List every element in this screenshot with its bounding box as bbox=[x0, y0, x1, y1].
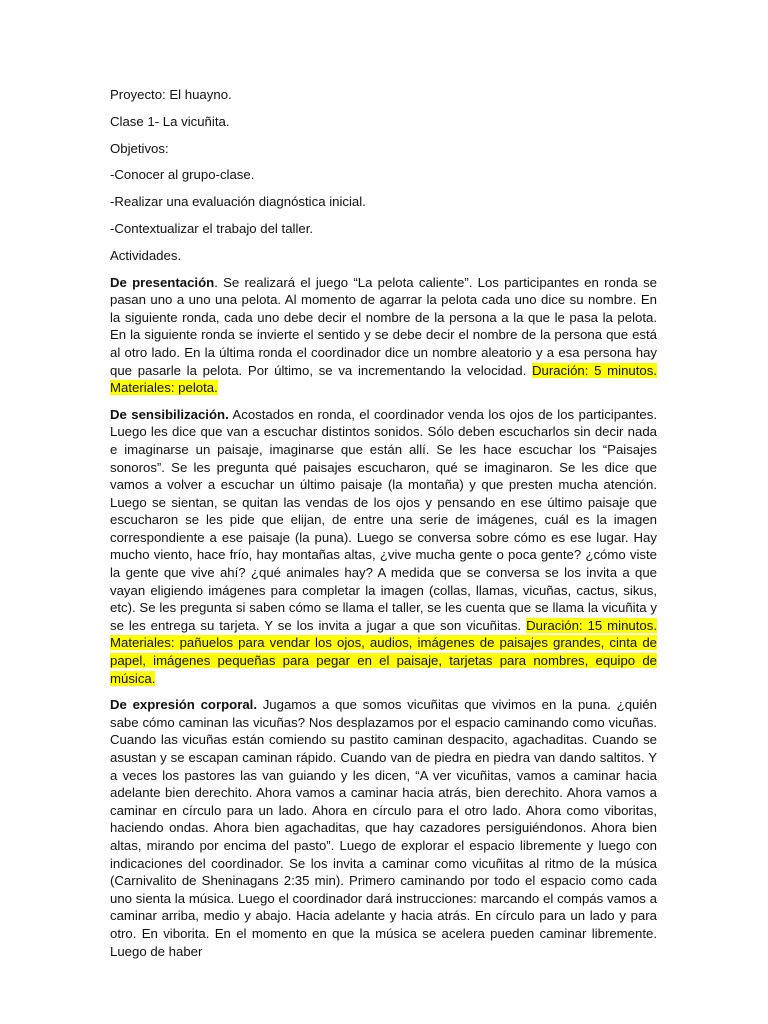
section-body: Se realizará el juego “La pelota caliente”. Los participantes en ronda se pasan uno a uno una pelota. Al momento de agarrar la pelota cada uno dice su nombre. En la siguiente ronda, cada uno debe decir el nombre de la persona a la que le pasa la pelota. En la siguiente ronda se invierte el sentido y se debe decir el nombre de la persona que está al otro lado. En la última ronda el coordinador dice un nombre aleatorio y a esa persona hay que pasarle la pelota. Por último, se va incrementando la velocidad. bbox=[110, 274, 658, 378]
objective-item: -Contextualizar el trabajo del taller. bbox=[110, 220, 314, 236]
section-expresion-corporal bbox=[110, 696, 657, 960]
section-presentacion bbox=[110, 274, 657, 397]
objective-item: -Conocer al grupo-clase. bbox=[110, 167, 255, 183]
objective-item: -Realizar una evaluación diagnóstica inicial. bbox=[110, 194, 366, 210]
section-heading: De expresión corporal. bbox=[110, 697, 257, 713]
section-sensibilizacion bbox=[110, 406, 657, 688]
section-highlight: Duración: 15 minutos. Materiales: pañuelos para vendar los ojos, audios, imágenes de paisajes grandes, cinta de papel, imágenes pequeñas para pegar en el paisaje, tarjetas para nombres, equipo de música. bbox=[110, 617, 657, 686]
project-title: Proyecto: El huayno. bbox=[110, 87, 232, 102]
section-body: Acostados en ronda, el coordinador venda los ojos de los participantes. Luego les dice que van a escuchar distintos sonidos. Sólo deben escucharlos sin decir nada e imaginarse un paisaje, imaginarse que están allí. Se les hace escuchar los “Paisajes sonoros”. Se les pregunta qué paisajes escucharon, qué se imaginaron. Se les dice que vamos a volver a escuchar un último paisaje (la montaña) y que presten mucha atención. Luego se sientan, se quitan las vendas de los ojos y pensando en ese último paisaje que escucharon se les pide que elijan, de entre una serie de imágenes, cuál es la imagen correspondiente a ese paisaje (la puna). Luego se conversa sobre cómo es ese lugar. Hay mucho viento, hace frío, hay montañas altas, ¿vive mucha gente o poca gente? ¿cómo viste la gente que vive ahí? ¿qué animales hay? A medida que se conversa se los invita a que vayan eligiendo imágenes para completar la imagen (collas, llamas, vicuñas, cactus, sikus, etc). Se les pregunta si saben cómo se llama el taller, se les cuenta que se llama la vicuñita y se les entrega su tarjeta. Y se los invita a jugar a que son vicuñitas. bbox=[110, 406, 657, 633]
activities-title: Actividades. bbox=[110, 247, 182, 263]
section-heading: De sensibilización. bbox=[110, 406, 229, 422]
section-heading: De presentación bbox=[110, 274, 215, 290]
section-body: Jugamos a que somos vicuñitas que vivimos en la puna. ¿quién sabe cómo caminan las vicuñas? Nos desplazamos por el espacio caminando como vicuñas. Cuando las vicuñas están comiendo su pastito caminan despacito, agachaditas. Cuando se asustan y se escapan caminan rápido. Cuando van de piedra en piedra van dando saltitos. Y a veces los pastores las van guiando y les dicen, “A ver vicuñitas, vamos a caminar hacia adelante bien derechito. Ahora vamos a caminar hacia atrás, bien derechito. Ahora vamos a caminar en círculo para un lado. Ahora en círculo para el otro lado. Ahora como viboritas, haciendo ondas. Ahora bien agachaditas, que hay cazadores persiguiéndonos. Ahora bien altas, mirando por encima del pasto”. Luego de explorar el espacio libremente y luego con indicaciones del coordinador. Se los invita a caminar como vicuñitas al ritmo de la música (Carnivalito de Sheninagans 2:35 min). Primero caminando por todo el espacio como cada uno sienta la música. Luego el coordinador dará instrucciones: marcando el compás vamos a caminar arriba, medio y abajo. Hacia adelante y hacia atrás. En círculo para un lado y para otro. En viborita. En el momento en que la música se acelera pueden caminar libremente. Luego de haber bbox=[110, 697, 657, 959]
class-title: Clase 1- La vicuñita. bbox=[110, 113, 230, 129]
section-heading-punct: . bbox=[214, 274, 218, 290]
section-highlight: Duración: 5 minutos. Materiales: pelota. bbox=[110, 362, 657, 396]
objectives-title: Objetivos: bbox=[110, 140, 169, 156]
